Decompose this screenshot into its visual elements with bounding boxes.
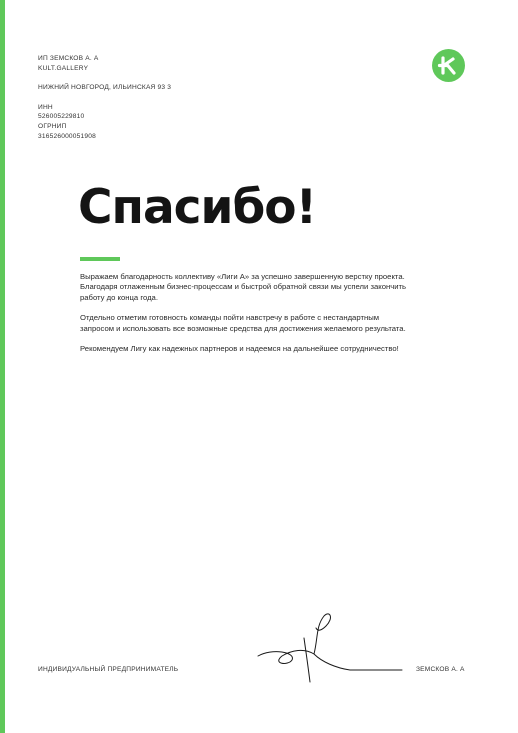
accent-side-bar <box>0 0 5 733</box>
sender-details <box>38 54 171 151</box>
ogrnip-label: ОГРНИП <box>38 122 67 130</box>
k-logo-icon <box>432 49 465 82</box>
signer-name: ЗЕМСКОВ А. А <box>416 666 465 673</box>
ogrnip-value: 316526000051908 <box>38 132 97 140</box>
title-underline <box>80 257 120 261</box>
inn-value: 526005229810 <box>38 113 85 121</box>
paragraph: Выражаем благодарность коллективу «Лиги А» за успешно завершенную верстку проекта. Благодаря отлаженным бизнес-процессам и быстрой обратной связи мы успели закончить работу до конца года. <box>80 272 407 302</box>
page-title: Спасибо! <box>78 180 317 235</box>
sender-address: НИЖНИЙ НОВГОРОД, ИЛЬИНСКАЯ 93 3 <box>38 84 172 92</box>
paragraph: Отдельно отметим готовность команды пойти навстречу в работе с нестандартным запросом и использовать все возможные средства для достижения желаемого результата. <box>80 313 406 333</box>
sender-name: ИП ЗЕМСКОВ А. А <box>38 55 99 62</box>
paragraph: Рекомендуем Лигу как надежных партнеров и надеемся на дальнейшее сотрудничество! <box>80 344 399 354</box>
letter-body <box>80 272 410 365</box>
signature <box>252 608 412 688</box>
sender-brand: KULT.GALLERY <box>38 64 89 72</box>
signer-position: ИНДИВИДУАЛЬНЫЙ ПРЕДПРИНИМАТЕЛЬ <box>38 666 179 673</box>
inn-label: ИНН <box>38 103 53 111</box>
